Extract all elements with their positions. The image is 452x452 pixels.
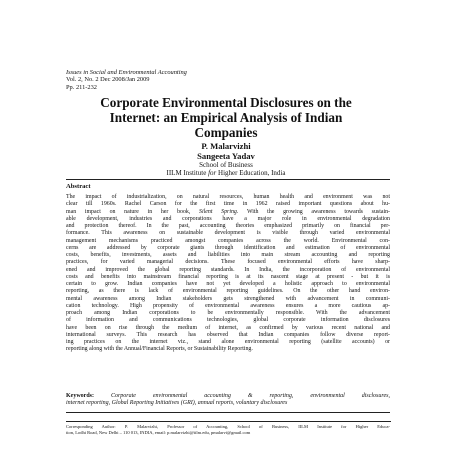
abstract-line: ened and improved the global reporting standards. In India, the incorporation of environmental [66,266,390,273]
abstract-line: formance. This awareness on sustainable development is visible through varied environmental [66,230,390,237]
footnote-rule [66,421,391,422]
correspondence-line: tion, Lodhi Road, New Delhi – 110 013, INDIA, email: p.malarvizhi@iilm.edu, pmalarvi@gmail.com [66,429,251,435]
abstract-line: of information and communications technologies, global corporate information disclosures [66,317,390,324]
abstract-line: costs and benefits into mainstream financial reporting is at its nascent stage at present - but it is [66,273,390,280]
institute-text: IILM Institute [166,169,209,178]
abstract-line: mental awareness among Indian stakeholders gets strengthened with advancement in communi- [66,295,390,302]
correspondence-line: Corresponding Author: P. Malarvizhi, Professor of Accounting, School of Business, IILM Institute for Higher Educa- [66,424,390,429]
keywords-line [66,400,390,407]
abstract-line: certain to grow. Indian companies have not yet developed a holistic approach to environmental [66,281,390,287]
journal-pages: Pp. 211-232 [66,83,98,91]
abstract-line: practices, for varied managerial decisions. These focused environmental efforts have sharp- [66,259,390,266]
paper-title [60,95,392,140]
author-name: Sangeeta Yadav [197,151,255,161]
abstract-line: The impact of industrialization, on natural resources, human health and environment was not [66,194,390,200]
author-institute [60,169,392,177]
institute-text: Higher Education, India [216,169,286,178]
author-school: School of Business [199,161,253,169]
abstract-line: cerns are addressed by corporate giants through identification and estimation of environmental [66,244,390,251]
abstract-body [66,194,390,354]
author-block [60,141,392,177]
keywords-block [66,393,390,407]
abstract-heading: Abstract [66,183,91,190]
abstract-line: man impact on nature in her book, Silent Spring. With the growing awareness towards sustain- [66,208,390,215]
abstract-line: management mechanisms practiced amongst companies across the world. Environmental con- [66,237,390,244]
author-name: P. Malarvizhi [201,141,251,151]
abstract-bottom-rule [66,412,390,413]
institute-text-italic: for [208,169,217,178]
keywords-label: Keywords: [66,393,94,399]
abstract-line: proach among Indian corporations to be environmentally responsible. With the advancement [66,310,390,316]
title-line: Internet: an Empirical Analysis of Indian [109,110,343,125]
keywords-text: Corporate environmental accounting & reporting, environmental disclosures, [94,393,390,399]
abstract-line: cation technology. High propensity of environmental awareness ensures a more cautious ap- [66,302,390,309]
keywords-text: internet reporting, Global Reporting Initiatives (GRI), annual reports, voluntary disclosures [66,400,288,407]
abstract-line: able development, industries and corporations have a major role in environmental degradation [66,215,390,222]
title-line: Corporate Environmental Disclosures on the [100,95,352,110]
abstract-line: reporting, as there is lack of environmental reporting guidelines. On the other hand environ- [66,288,390,295]
abstract-top-rule [66,179,390,180]
abstract-line: costs, benefits, investments, assets and liabilities into main stream accounting and reporting [66,252,390,258]
abstract-line: reporting along with the Annual/Financial Reports, or Sustainability Reporting. [66,346,253,353]
title-line: Companies [194,125,258,140]
correspondence-note [66,424,390,435]
abstract-line: ing practices on the internet viz., stand alone environmental reporting (satellite accounts) or [66,339,390,345]
abstract-line: have been on rise through the medium of internet, as confirmed by various recent national and [66,324,390,331]
journal-header [66,69,187,91]
journal-volume: Vol. 2, No. 2 Dec 2008/Jan 2009 [66,76,150,84]
abstract-line: and protection thereof. In the past, accounting theories emphasized primarily on financial per- [66,223,390,229]
abstract-line: international surveys. This research has observed that Indian companies follow diverse report- [66,331,390,338]
journal-name: Issues in Social and Environmental Accounting [66,69,187,76]
abstract-line: clear till 1960s. Rachel Carson for the first time in 1962 raised important questions about hu- [66,201,390,208]
